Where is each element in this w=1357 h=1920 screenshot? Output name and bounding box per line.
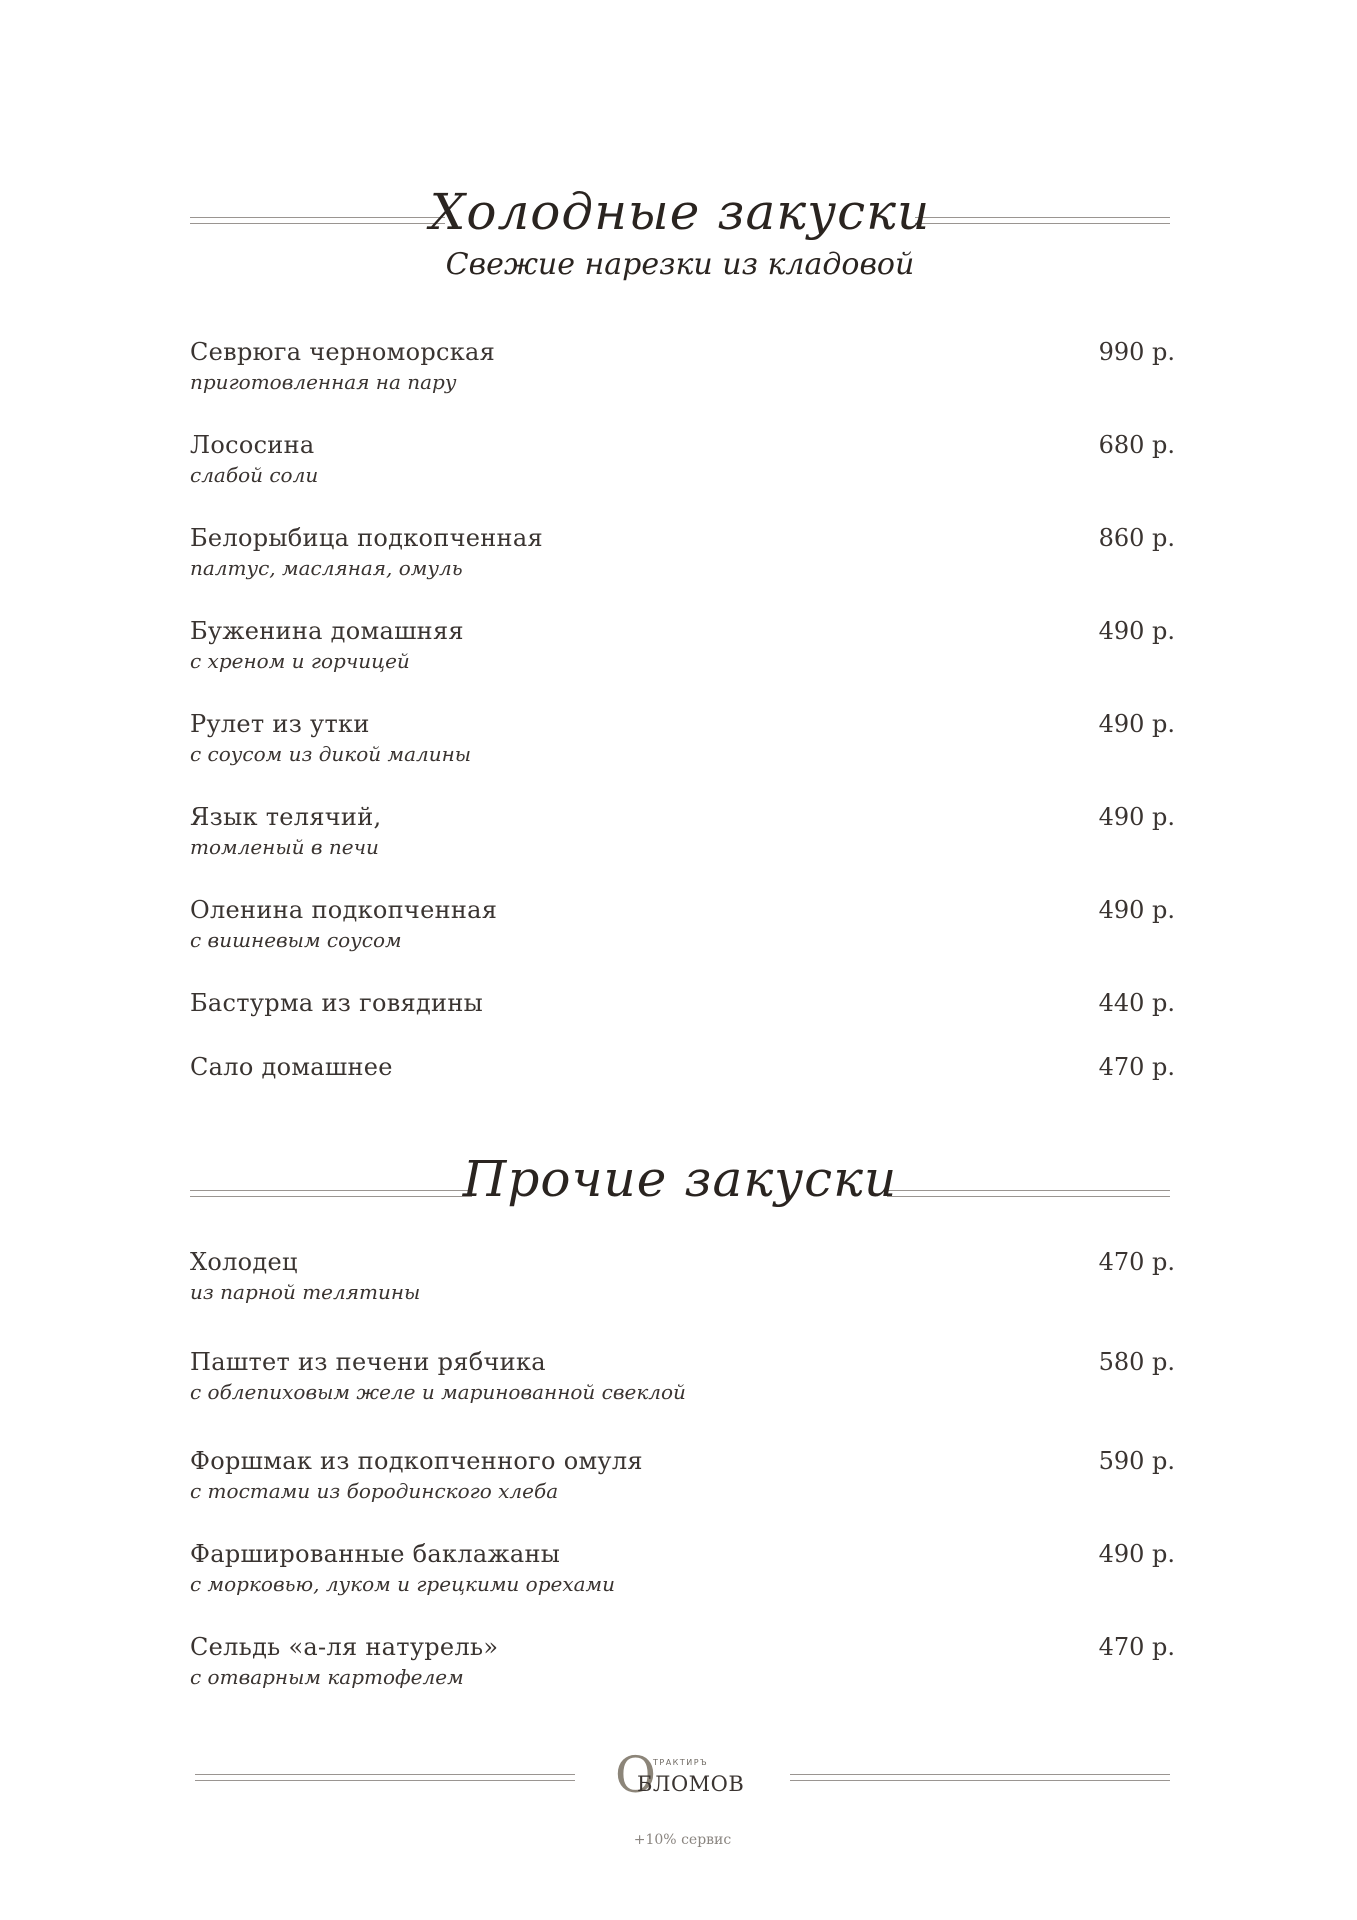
item-price: 470 р.	[1098, 1633, 1175, 1661]
item-description: с соусом из дикой малины	[190, 742, 472, 766]
item-price: 590 р.	[1098, 1447, 1175, 1475]
item-price: 580 р.	[1098, 1348, 1175, 1376]
footer	[195, 1746, 1170, 1870]
item-price: 470 р.	[1098, 1248, 1175, 1276]
item-description: приготовленная на пару	[190, 370, 457, 394]
item-price: 490 р.	[1098, 803, 1175, 831]
item-name: Буженина домашняя	[190, 617, 464, 645]
item-description: из парной телятины	[190, 1280, 421, 1304]
item-price: 490 р.	[1098, 1540, 1175, 1568]
item-name: Оленина подкопченная	[190, 896, 498, 924]
item-name: Паштет из печени рябчика	[190, 1348, 546, 1376]
item-description: слабой соли	[190, 463, 319, 487]
logo-letter: О	[615, 1746, 656, 1804]
item-name: Форшмак из подкопченного омуля	[190, 1447, 643, 1475]
logo-small-text: ТРАКТИРЪ	[653, 1758, 709, 1767]
item-price: 680 р.	[1098, 431, 1175, 459]
item-name: Белорыбица подкопченная	[190, 524, 543, 552]
item-description: с облепиховым желе и маринованной свеклой	[190, 1380, 686, 1404]
item-description: с тостами из бородинского хлеба	[190, 1479, 559, 1503]
item-description: с хреном и горчицей	[190, 649, 410, 673]
item-name: Фаршированные баклажаны	[190, 1540, 561, 1568]
item-name: Холодец	[190, 1248, 298, 1276]
item-description: с отварным картофелем	[190, 1665, 464, 1689]
item-name: Сельдь «а-ля натурель»	[190, 1633, 499, 1661]
item-name: Севрюга черноморская	[190, 338, 496, 366]
item-price: 990 р.	[1098, 338, 1175, 366]
item-name: Сало домашнее	[190, 1053, 393, 1081]
item-description: томленый в печи	[190, 835, 379, 859]
section-subtitle: Свежие нарезки из кладовой	[445, 247, 915, 282]
logo-main-text: БЛОМОВ	[637, 1772, 745, 1796]
section-title: Холодные закуски	[429, 183, 931, 241]
item-price: 470 р.	[1098, 1053, 1175, 1081]
item-name: Лососина	[190, 431, 315, 459]
item-description: палтус, масляная, омуль	[190, 556, 463, 580]
restaurant-logo	[615, 1746, 755, 1806]
item-price: 440 р.	[1098, 989, 1175, 1017]
item-description: с вишневым соусом	[190, 928, 402, 952]
item-price: 860 р.	[1098, 524, 1175, 552]
item-description: с морковью, луком и грецкими орехами	[190, 1572, 616, 1596]
item-name: Рулет из утки	[190, 710, 370, 738]
service-note: +10% сервис	[633, 1832, 732, 1848]
item-name: Язык телячий,	[190, 803, 382, 831]
item-price: 490 р.	[1098, 617, 1175, 645]
footer-rule-left	[195, 1774, 575, 1781]
section-header-other	[190, 1120, 1170, 1240]
item-price: 490 р.	[1098, 896, 1175, 924]
footer-rule-right	[790, 1774, 1170, 1781]
item-price: 490 р.	[1098, 710, 1175, 738]
item-name: Бастурма из говядины	[190, 989, 484, 1017]
section-header-cold	[190, 165, 1170, 285]
section-title: Прочие закуски	[462, 1150, 898, 1208]
